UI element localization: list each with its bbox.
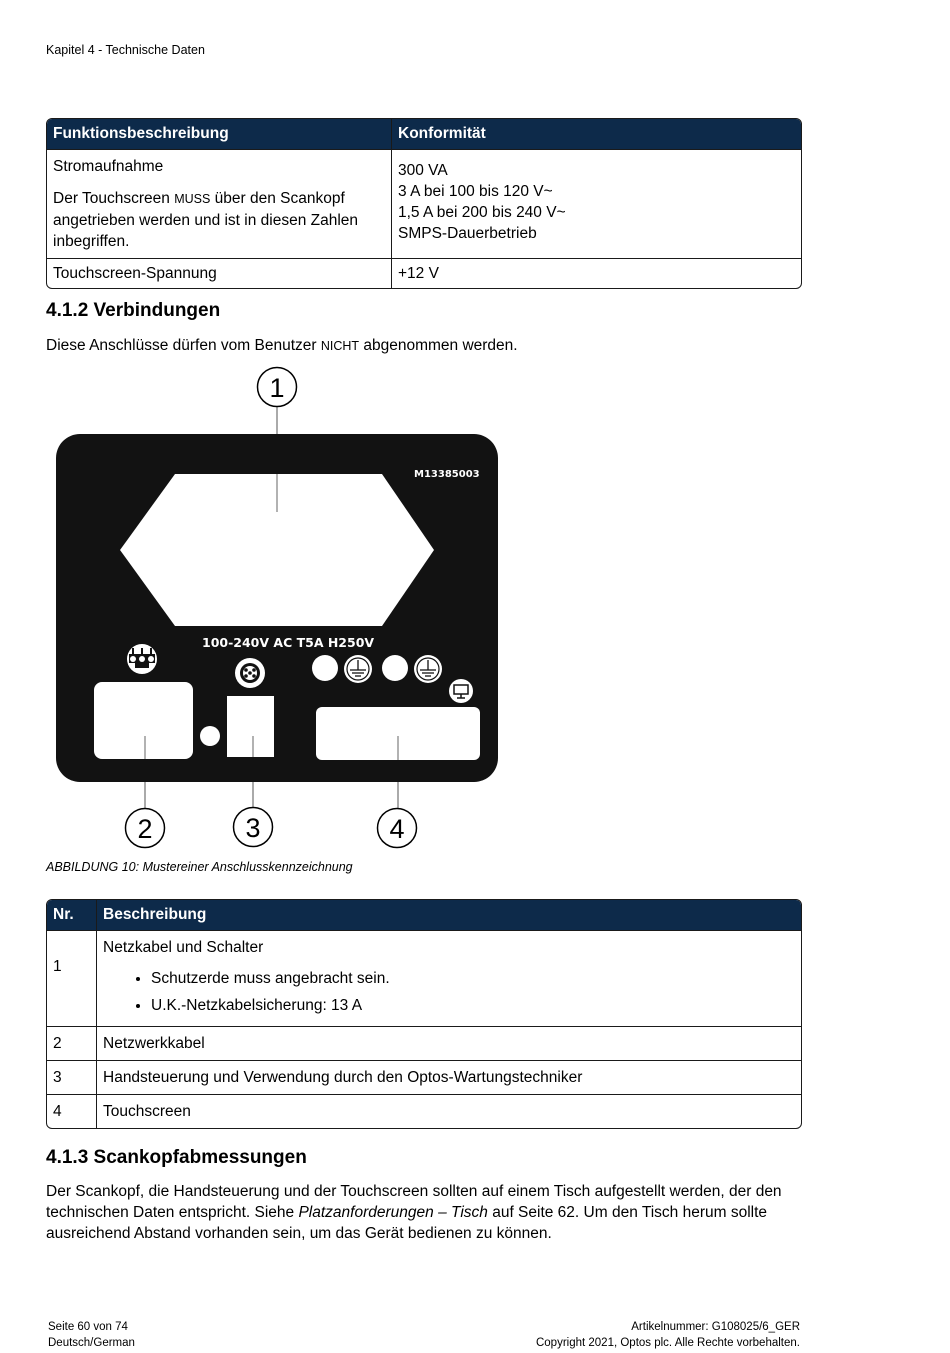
connection-panel-figure bbox=[40, 362, 520, 854]
table-cell: Touchscreen bbox=[96, 1094, 801, 1128]
table-row bbox=[47, 930, 801, 1026]
language-label: Deutsch/German bbox=[48, 1337, 135, 1349]
column-header: Beschreibung bbox=[96, 900, 801, 930]
cell-title: Netzkabel und Schalter bbox=[103, 939, 264, 956]
table-row bbox=[47, 149, 801, 258]
value-line: 1,5 A bei 200 bis 240 V~ bbox=[398, 204, 566, 221]
hand-control-port-cutout bbox=[227, 696, 274, 757]
text-span: Der Touchscreen bbox=[53, 190, 175, 207]
mounting-hole bbox=[312, 655, 338, 681]
callout-3 bbox=[234, 808, 273, 847]
section-intro bbox=[46, 335, 806, 357]
article-number: Artikelnummer: G108025/6_GER bbox=[631, 1321, 800, 1333]
text-span: auf Seite 62. Um den Tisch herum sollte ausreichend Abstand vorhanden sein, um das Gerät bedienen zu können. bbox=[46, 1204, 768, 1242]
callout-4 bbox=[378, 809, 417, 848]
cell-title: Stromaufnahme bbox=[53, 158, 164, 175]
network-icon bbox=[127, 644, 157, 674]
section-heading: 4.1.3 Scankopfabmessungen bbox=[46, 1147, 307, 1168]
page-number: Seite 60 von 74 bbox=[48, 1321, 128, 1333]
footer-right bbox=[536, 1319, 800, 1351]
value-line: 3 A bei 100 bis 120 V~ bbox=[398, 183, 553, 200]
figure-caption: ABBILDUNG 10: Mustereiner Anschlusskennzeichnung bbox=[46, 860, 353, 874]
table-cell bbox=[391, 149, 801, 258]
list-item: • Schutzerde muss angebracht sein. bbox=[151, 968, 795, 989]
callout-2 bbox=[126, 809, 165, 848]
column-header: Funktionsbeschreibung bbox=[47, 119, 391, 149]
table-cell: +12 V bbox=[391, 258, 801, 288]
value-line: 300 VA bbox=[398, 162, 448, 179]
emphasis-text: NICHT bbox=[320, 339, 360, 353]
footer-left bbox=[48, 1319, 135, 1351]
table-row bbox=[47, 1060, 801, 1094]
earth-ground-icon bbox=[344, 655, 372, 683]
table-row bbox=[47, 1026, 801, 1060]
column-header: Konformität bbox=[391, 119, 801, 149]
svg-text:4: 4 bbox=[389, 814, 405, 844]
connections-table bbox=[46, 899, 802, 1129]
power-spec-table bbox=[46, 118, 802, 289]
svg-text:3: 3 bbox=[245, 813, 261, 843]
monitor-icon bbox=[449, 679, 473, 703]
cell-note bbox=[53, 188, 385, 252]
table-cell: 2 bbox=[47, 1026, 96, 1060]
mounting-hole bbox=[200, 726, 220, 746]
cross-reference-link[interactable]: Platzanforderungen – Tisch bbox=[298, 1204, 488, 1221]
list-item: • U.K.-Netzkabelsicherung: 13 A bbox=[151, 995, 795, 1016]
column-header: Nr. bbox=[47, 900, 96, 930]
text-span: Diese Anschlüsse dürfen vom Benutzer bbox=[46, 337, 321, 354]
table-cell: Netzwerkkabel bbox=[96, 1026, 801, 1060]
running-header: Kapitel 4 - Technische Daten bbox=[46, 43, 205, 57]
text-span: Der Scankopf, die Handsteuerung und der Touchscreen sollten auf einem Tisch aufgestellt werden, der den technischen Daten entspricht. Siehe bbox=[46, 1183, 782, 1221]
network-port-cutout bbox=[94, 682, 193, 759]
earth-ground-icon bbox=[414, 655, 442, 683]
table-header-row bbox=[47, 900, 801, 930]
text-span: über den Scankopf angetrieben werden und ist in diesen Zahlen inbegriffen. bbox=[53, 190, 359, 250]
bullet-list bbox=[103, 968, 795, 1016]
part-number-label: M13385003 bbox=[414, 469, 480, 480]
section-paragraph bbox=[46, 1181, 816, 1244]
text-span: abgenommen werden. bbox=[359, 337, 518, 354]
section-heading: 4.1.2 Verbindungen bbox=[46, 300, 221, 321]
table-cell bbox=[47, 149, 391, 258]
emphasis-text: MUSS bbox=[174, 192, 211, 206]
value-line: SMPS-Dauerbetrieb bbox=[398, 225, 537, 242]
table-cell: Touchscreen-Spannung bbox=[47, 258, 391, 288]
svg-text:1: 1 bbox=[269, 373, 285, 403]
table-cell bbox=[96, 930, 801, 1026]
table-header-row bbox=[47, 119, 801, 149]
table-cell: 1 bbox=[47, 930, 96, 1026]
hand-control-icon bbox=[235, 658, 265, 688]
copyright-notice: Copyright 2021, Optos plc. Alle Rechte vorbehalten. bbox=[535, 1337, 800, 1349]
mounting-hole bbox=[382, 655, 408, 681]
table-cell: Handsteuerung und Verwendung durch den Optos-Wartungstechniker bbox=[96, 1060, 801, 1094]
table-cell: 4 bbox=[47, 1094, 96, 1128]
rating-label: 100-240V AC T5A H250V bbox=[202, 635, 375, 650]
table-row bbox=[47, 1094, 801, 1128]
table-cell: 3 bbox=[47, 1060, 96, 1094]
callout-1 bbox=[258, 368, 297, 407]
table-row bbox=[47, 258, 801, 288]
svg-text:2: 2 bbox=[137, 814, 153, 844]
